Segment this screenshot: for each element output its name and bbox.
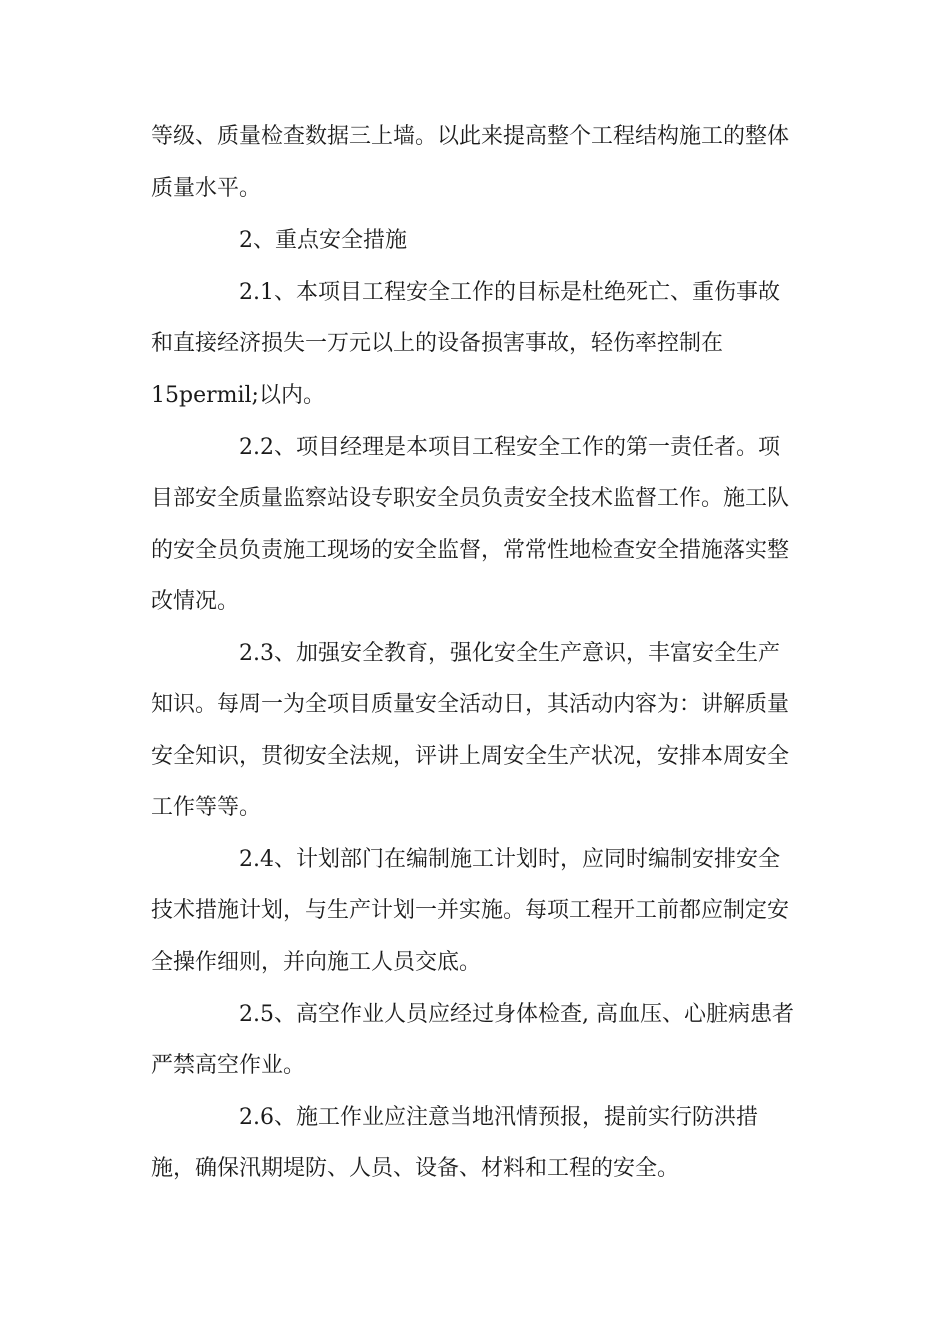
text-line: 目部安全质量监察站设专职安全员负责安全技术监督工作。施工队: [151, 486, 790, 511]
text-line: 全操作细则，并向施工人员交底。: [151, 950, 482, 975]
text-line: 质量水平。: [151, 176, 262, 201]
text-line: 2.2、项目经理是本项目工程安全工作的第一责任者。项: [239, 435, 780, 460]
text-line: 技术措施计划，与生产计划一并实施。每项工程开工前都应制定安: [151, 898, 790, 923]
text-line: 工作等等。: [151, 795, 262, 820]
text-line: 的安全员负责施工现场的安全监督，常常性地检查安全措施落实整: [151, 538, 790, 563]
text-line: 和直接经济损失一万元以上的设备损害事故，轻伤率控制在: [151, 331, 724, 356]
text-line: 2.3、加强安全教育，强化安全生产意识，丰富安全生产: [239, 641, 780, 666]
text-line: 2.1、本项目工程安全工作的目标是杜绝死亡、重伤事故: [239, 280, 780, 305]
text-line: 施，确保汛期堤防、人员、设备、材料和工程的安全。: [151, 1156, 680, 1181]
text-line: 改情况。: [151, 589, 240, 614]
section-heading: 2、重点安全措施: [239, 228, 407, 253]
text-line: 安全知识，贯彻安全法规，评讲上周安全生产状况，安排本周安全: [151, 744, 790, 769]
text-line: 2.4、计划部门在编制施工计划时，应同时编制安排安全: [239, 847, 780, 872]
text-line: 2.5、高空作业人员应经过身体检查, 高血压、心脏病患者: [239, 1002, 794, 1027]
text-line: 知识。每周一为全项目质量安全活动日，其活动内容为：讲解质量: [151, 692, 790, 717]
text-line: 等级、质量检查数据三上墙。以此来提高整个工程结构施工的整体: [151, 124, 790, 149]
text-line: 15permil;以内。: [151, 383, 325, 408]
text-line: 严禁高空作业。: [151, 1053, 306, 1078]
text-line: 2.6、施工作业应注意当地汛情预报，提前实行防洪措: [239, 1105, 758, 1130]
